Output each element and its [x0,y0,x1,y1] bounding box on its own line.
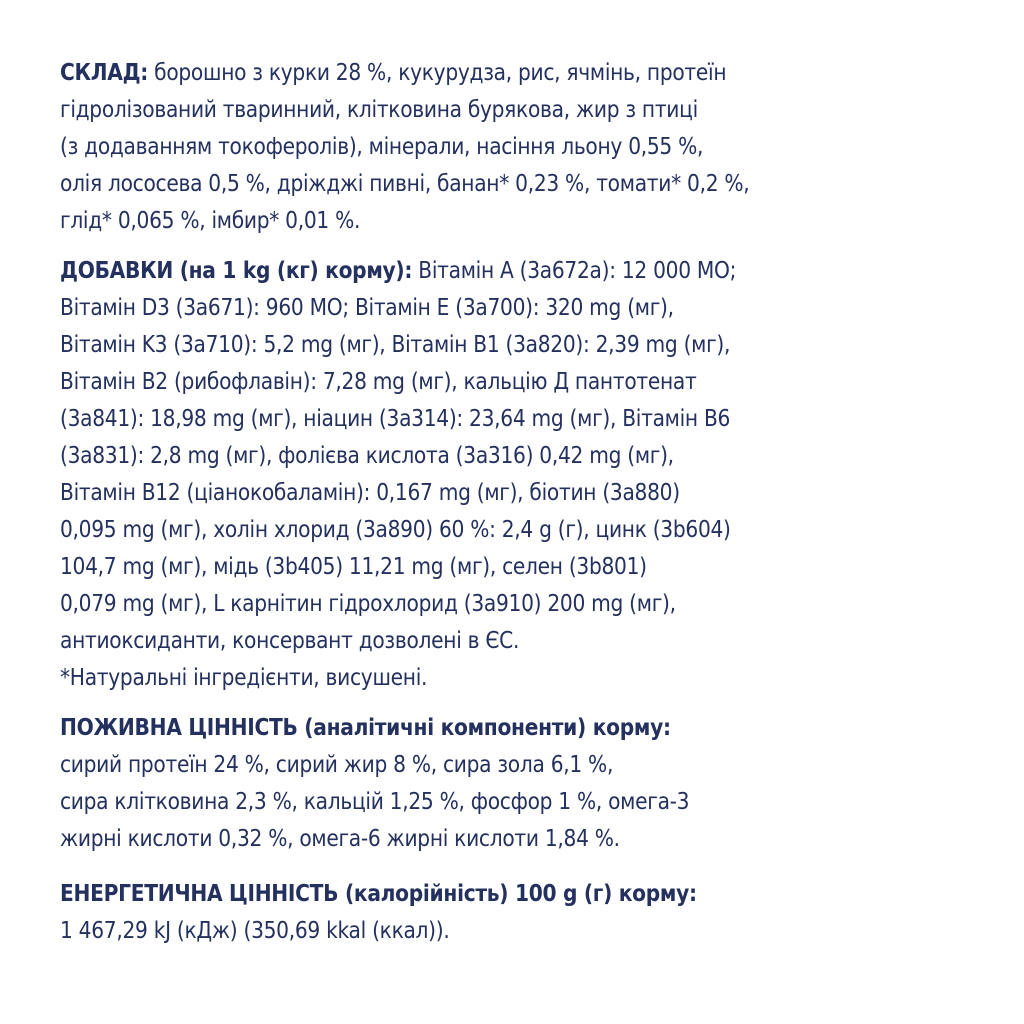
product-label-text [60,54,960,949]
additives-line-10: 0,079 mg (мг), L карнітин гідрохлорид (3a910) 200 mg (мг), [60,589,676,617]
nutrition-section [60,709,960,857]
composition-section [60,54,960,239]
composition-text: борошно з курки 28 %, кукурудза, рис, ячмінь, протеїн [148,58,727,86]
energy-section [60,875,960,949]
additives-line-9: 104,7 mg (мг), мідь (3b405) 11,21 mg (мг), селен (3b801) [60,552,647,580]
additives-text: Вітамін A (3a672a): 12 000 МО; [412,256,737,284]
additives-line-6: (3a831): 2,8 mg (мг), фолієва кислота (3a316) 0,42 mg (мг), [60,441,674,469]
additives-line-3: Вітамін K3 (3a710): 5,2 mg (мг), Вітамін B1 (3a820): 2,39 mg (мг), [60,330,731,358]
additives-line-2: Вітамін D3 (3a671): 960 МО; Вітамін E (3a700): 320 mg (мг), [60,293,674,321]
additives-line-1 [60,252,960,289]
composition-line-2: гідролізований тваринний, клітковина бурякова, жир з птиці [60,95,698,123]
nutrition-heading: ПОЖИВНА ЦІННІСТЬ (аналітичні компоненти) корму: [60,713,671,741]
additives-line-8: 0,095 mg (мг), холін хлорид (3a890) 60 %: 2,4 g (г), цинк (3b604) [60,515,731,543]
nutrition-line-1: сирий протеїн 24 %, сирий жир 8 %, сира зола 6,1 %, [60,750,614,778]
additives-line-7: Вітамін B12 (ціанокобаламін): 0,167 mg (мг), біотин (3a880) [60,478,680,506]
additives-section [60,252,960,696]
composition-line-4: олія лососева 0,5 %, дріжджі пивні, банан* 0,23 %, томати* 0,2 %, [60,169,750,197]
composition-line-5: глід* 0,065 %, імбир* 0,01 %. [60,206,361,234]
composition-heading: СКЛАД: [60,58,149,86]
energy-line-1: 1 467,29 kJ (кДж) (350,69 kkal (ккал)). [60,916,450,944]
nutrition-line-3: жирні кислоти 0,32 %, омега-6 жирні кислоти 1,84 %. [60,824,620,852]
additives-line-4: Вітамін B2 (рибофлавін): 7,28 mg (мг), кальцію Д пантотенат [60,367,697,395]
nutrition-line-2: сира клітковина 2,3 %, кальцій 1,25 %, фосфор 1 %, омега-3 [60,787,690,815]
energy-heading: ЕНЕРГЕТИЧНА ЦІННІСТЬ (калорійність) 100 g (г) корму: [60,879,697,907]
additives-line-5: (3a841): 18,98 mg (мг), ніацин (3a314): 23,64 mg (мг), Вітамін B6 [60,404,731,432]
composition-line-1 [60,54,960,91]
natural-ingredients-footnote: *Натуральні інгредієнти, висушені. [60,663,428,691]
additives-heading: ДОБАВКИ (на 1 kg (кг) корму): [60,256,413,284]
additives-line-11: антиоксиданти, консервант дозволені в ЄС. [60,626,520,654]
composition-line-3: (з додаванням токоферолів), мінерали, насіння льону 0,55 %, [60,132,704,160]
